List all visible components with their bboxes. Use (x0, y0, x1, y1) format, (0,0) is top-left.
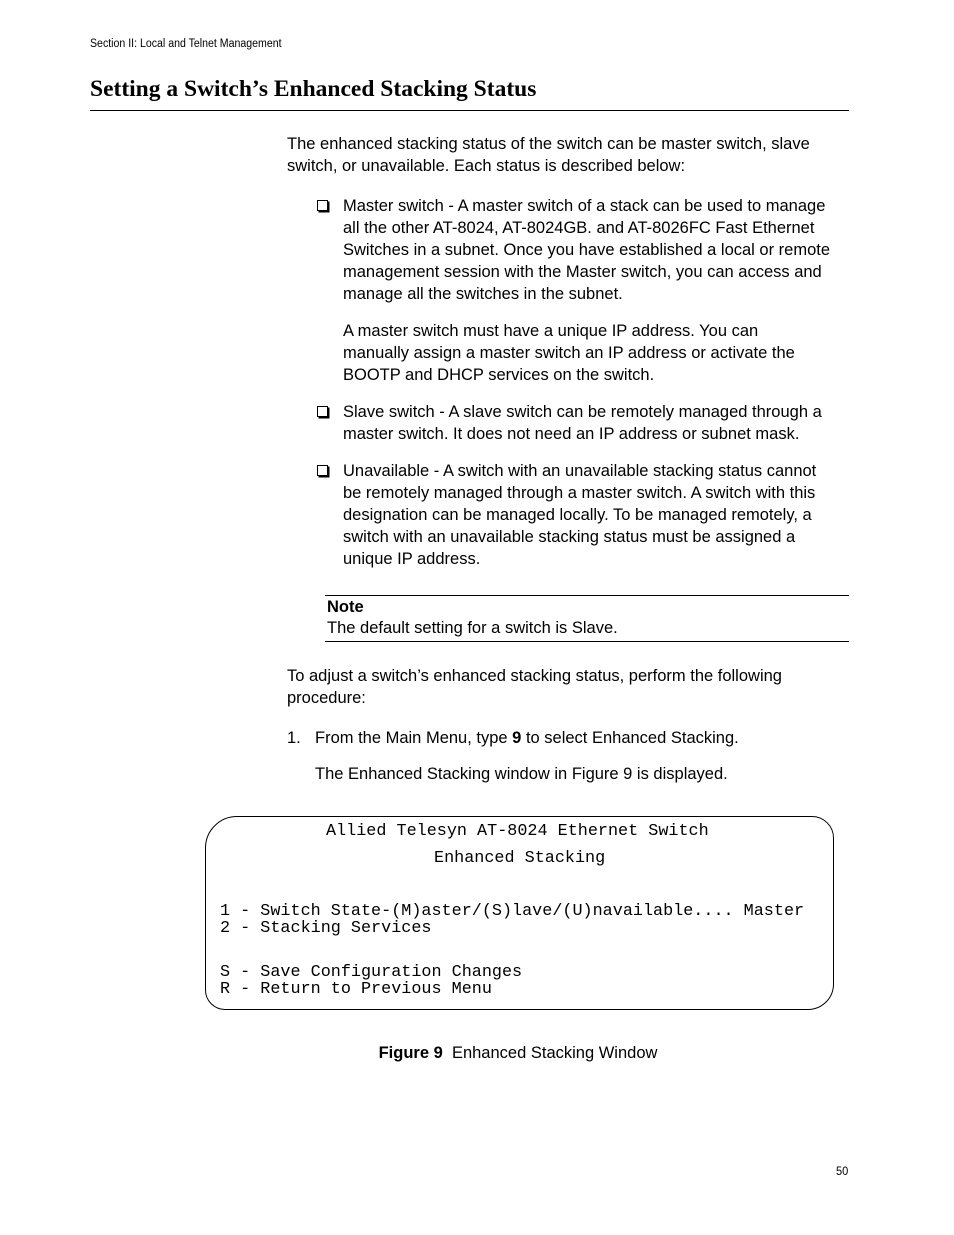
figure-caption (0, 1044, 954, 1063)
bullet-line: switch with an unavailable stacking status must be assigned a (343, 528, 796, 546)
title-rule (90, 110, 849, 111)
bullet-line: unique IP address. (343, 550, 481, 568)
bullet-line: be remotely managed through a master switch. A switch with this (343, 484, 816, 502)
checkbox-bullet-icon (317, 465, 328, 476)
intro-line: switch, or unavailable. Each status is described below: (287, 157, 686, 175)
bullet-line: management session with the Master switch, you can access and (343, 263, 822, 281)
procedure-intro (287, 665, 849, 709)
step-1-key: 9 (512, 729, 522, 747)
bullet-line: Master switch - A master switch of a stack can be used to manage (343, 197, 826, 215)
note-label: Note (327, 598, 364, 616)
intro-line: The enhanced stacking status of the switch can be master switch, slave (287, 135, 810, 153)
note-text: The default setting for a switch is Slave. (327, 619, 618, 637)
figure-label: Figure 9 (378, 1044, 443, 1062)
menu-option-stacking-services[interactable]: 2 - Stacking Services (220, 919, 432, 938)
bullet-line: all the other AT-8024, AT-8024GB. and AT-8026FC Fast Ethernet (343, 219, 815, 237)
procedure-intro-line: To adjust a switch’s enhanced stacking status, perform the following (287, 667, 782, 685)
step-1-after: to select Enhanced Stacking. (521, 729, 739, 747)
note-rule-bottom (325, 641, 849, 642)
bullet-line: BOOTP and DHCP services on the switch. (343, 366, 655, 384)
section-title: Setting a Switch’s Enhanced Stacking Status (90, 76, 537, 102)
checkbox-bullet-icon (317, 200, 328, 211)
step-1-text (315, 727, 739, 749)
bullet-line: master switch. It does not need an IP address or subnet mask. (343, 425, 800, 443)
bullet-line: A master switch must have a unique IP address. You can (343, 322, 759, 340)
bullet-line: manually assign a master switch an IP address or activate the (343, 344, 795, 362)
bullet-line: Switches in a subnet. Once you have established a local or remote (343, 241, 831, 259)
master-switch-ip-paragraph (343, 320, 853, 386)
menu-option-switch-state[interactable]: 1 - Switch State-(M)aster/(S)lave/(U)navailable.... Master (220, 902, 805, 921)
bullet-unavailable (343, 460, 853, 570)
page-number: 50 (836, 1164, 849, 1178)
running-header: Section II: Local and Telnet Management (90, 38, 282, 50)
note-rule-top (325, 595, 849, 596)
step-number: 1. (287, 729, 301, 747)
terminal-title: Allied Telesyn AT-8024 Ethernet Switch (326, 822, 709, 841)
checkbox-bullet-icon (317, 406, 328, 417)
menu-option-return[interactable]: R - Return to Previous Menu (220, 980, 492, 999)
bullet-line: Slave switch - A slave switch can be remotely managed through a (343, 403, 822, 421)
step-1-before: From the Main Menu, type (315, 729, 513, 747)
intro-paragraph (287, 133, 849, 177)
menu-option-save[interactable]: S - Save Configuration Changes (220, 963, 523, 982)
bullet-line: designation can be managed locally. To be managed remotely, a (343, 506, 812, 524)
procedure-intro-line: procedure: (287, 689, 366, 707)
bullet-line: manage all the switches in the subnet. (343, 285, 623, 303)
step-1-followup: The Enhanced Stacking window in Figure 9 is displayed. (315, 765, 728, 783)
bullet-slave-switch (343, 401, 853, 445)
bullet-line: Unavailable - A switch with an unavailable stacking status cannot (343, 462, 817, 480)
figure-caption-text: Enhanced Stacking Window (451, 1044, 658, 1062)
bullet-master-switch (343, 195, 853, 305)
terminal-subtitle: Enhanced Stacking (434, 849, 606, 868)
